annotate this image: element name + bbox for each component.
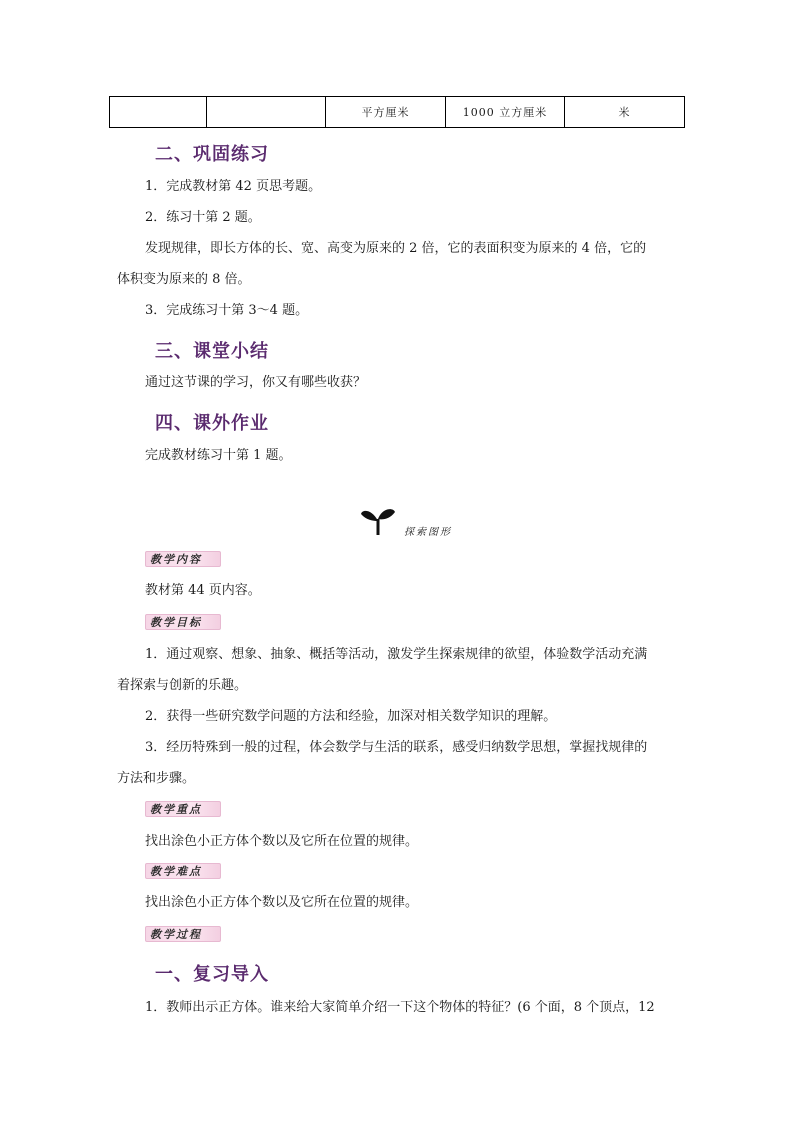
table-cell bbox=[110, 97, 207, 128]
section-heading: 二、巩固练习 bbox=[155, 144, 269, 165]
sprout-icon bbox=[360, 505, 396, 537]
measure-table-fragment bbox=[109, 96, 685, 128]
paragraph: 体积变为原来的 8 倍。 bbox=[117, 272, 251, 287]
table-cell: 1000 立方厘米 bbox=[446, 97, 565, 128]
paragraph: 2．获得一些研究数学问题的方法和经验，加深对相关数学知识的理解。 bbox=[145, 709, 557, 724]
table-cell: 平方厘米 bbox=[326, 97, 446, 128]
paragraph: 完成教材练习十第 1 题。 bbox=[145, 448, 292, 463]
badge-teaching-process: 教学过程 bbox=[145, 926, 221, 942]
table-row bbox=[110, 97, 685, 128]
paragraph: 通过这节课的学习，你又有哪些收获？ bbox=[145, 375, 367, 390]
badge-key-points: 教学重点 bbox=[145, 801, 221, 817]
paragraph: 找出涂色小正方体个数以及它所在位置的规律。 bbox=[145, 834, 419, 849]
paragraph: 找出涂色小正方体个数以及它所在位置的规律。 bbox=[145, 895, 419, 910]
table-cell bbox=[207, 97, 326, 128]
paragraph: 教材第 44 页内容。 bbox=[145, 583, 261, 598]
badge-teaching-goals: 教学目标 bbox=[145, 614, 221, 630]
paragraph: 3．完成练习十第 3～4 题。 bbox=[145, 303, 309, 318]
paragraph: 发现规律，即长方体的长、宽、高变为原来的 2 倍，它的表面积变为原来的 4 倍，它的 bbox=[145, 241, 647, 256]
badge-difficult-points: 教学难点 bbox=[145, 863, 221, 879]
paragraph: 1．通过观察、想象、抽象、概括等活动，激发学生探索规律的欲望，体验数学活动充满 bbox=[145, 647, 648, 662]
paragraph: 3．经历特殊到一般的过程，体会数学与生活的联系，感受归纳数学思想，掌握找规律的 bbox=[145, 740, 648, 755]
section-heading: 四、课外作业 bbox=[155, 413, 269, 434]
paragraph: 着探索与创新的乐趣。 bbox=[117, 678, 248, 693]
paragraph: 2．练习十第 2 题。 bbox=[145, 210, 261, 225]
paragraph: 1．完成教材第 42 页思考题。 bbox=[145, 179, 322, 194]
table-cell: 米 bbox=[565, 97, 685, 128]
section-heading: 一、复习导入 bbox=[155, 964, 269, 985]
paragraph: 方法和步骤。 bbox=[117, 771, 196, 786]
section-heading: 三、课堂小结 bbox=[155, 341, 269, 362]
paragraph: 1．教师出示正方体。谁来给大家简单介绍一下这个物体的特征？(6 个面，8 个顶点，12 bbox=[145, 1000, 655, 1015]
lesson-title: 探索图形 bbox=[404, 527, 452, 538]
badge-teaching-content: 教学内容 bbox=[145, 551, 221, 567]
